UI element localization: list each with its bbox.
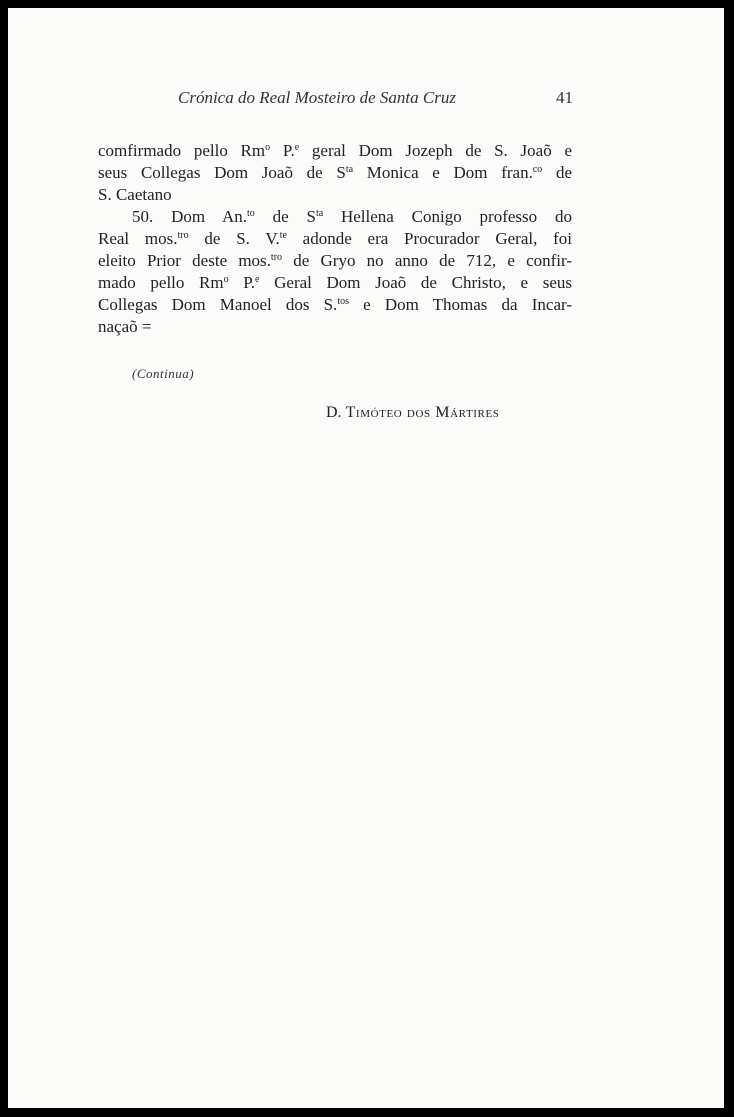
page-number: 41 xyxy=(556,88,573,107)
running-title: Crónica do Real Mosteiro de Santa Cruz xyxy=(178,88,456,107)
superscript-abbreviation: o xyxy=(265,142,271,153)
superscript-abbreviation: ta xyxy=(345,164,354,175)
continuation-note: (Continua) xyxy=(132,366,195,381)
text-line: Real mos.$^{tro}$ de S. V.$^{te}$ adonde era Procurador Geral, foi xyxy=(98,229,572,248)
superscript-abbreviation: o xyxy=(223,274,229,285)
body-text xyxy=(98,140,572,338)
superscript-abbreviation: tos xyxy=(337,296,349,307)
superscript-abbreviation: tro xyxy=(270,252,283,263)
superscript-abbreviation: to xyxy=(247,208,255,219)
superscript-abbreviation: ta xyxy=(315,208,324,219)
superscript-abbreviation: co xyxy=(532,164,543,175)
superscript-abbreviation: e xyxy=(294,142,300,153)
text-line: seus Collegas Dom Joaõ de $S^{ta}$ Monica e Dom fran.$^{co}$ de xyxy=(98,163,573,182)
superscript-abbreviation: te xyxy=(279,230,287,241)
text-line: mado pello Rm$^o$ P.$^e$ Geral Dom Joaõ de Christo, e seus xyxy=(98,273,573,292)
text-line: comfirmado pello Rm$^o$ P.$^e$ geral Dom Jozeph de S. Joaõ e xyxy=(98,141,573,160)
author-initial: D. xyxy=(326,404,342,421)
text-line: naçaõ = xyxy=(98,317,152,336)
document-page xyxy=(8,8,724,1108)
author-name: Timóteo dos Mártires xyxy=(345,404,500,421)
paragraph-1 xyxy=(98,140,572,206)
text-line: eleito Prior deste mos.$^{tro}$ de Gryo no anno de 712, e confir- xyxy=(98,251,573,270)
superscript-abbreviation: e xyxy=(255,274,260,285)
text-line: 50. Dom An.$^{to}$ de $S^{ta}$ Hellena Conigo professo do xyxy=(132,207,572,226)
superscript-abbreviation: tro xyxy=(177,230,189,241)
text-line: Collegas Dom Manoel dos S.$^{tos}$ e Dom Thomas da Incar- xyxy=(98,295,572,314)
page-header xyxy=(8,88,724,112)
author-signature xyxy=(326,404,500,422)
paragraph-2 xyxy=(98,206,572,338)
text-line: S. Caetano xyxy=(98,185,172,204)
